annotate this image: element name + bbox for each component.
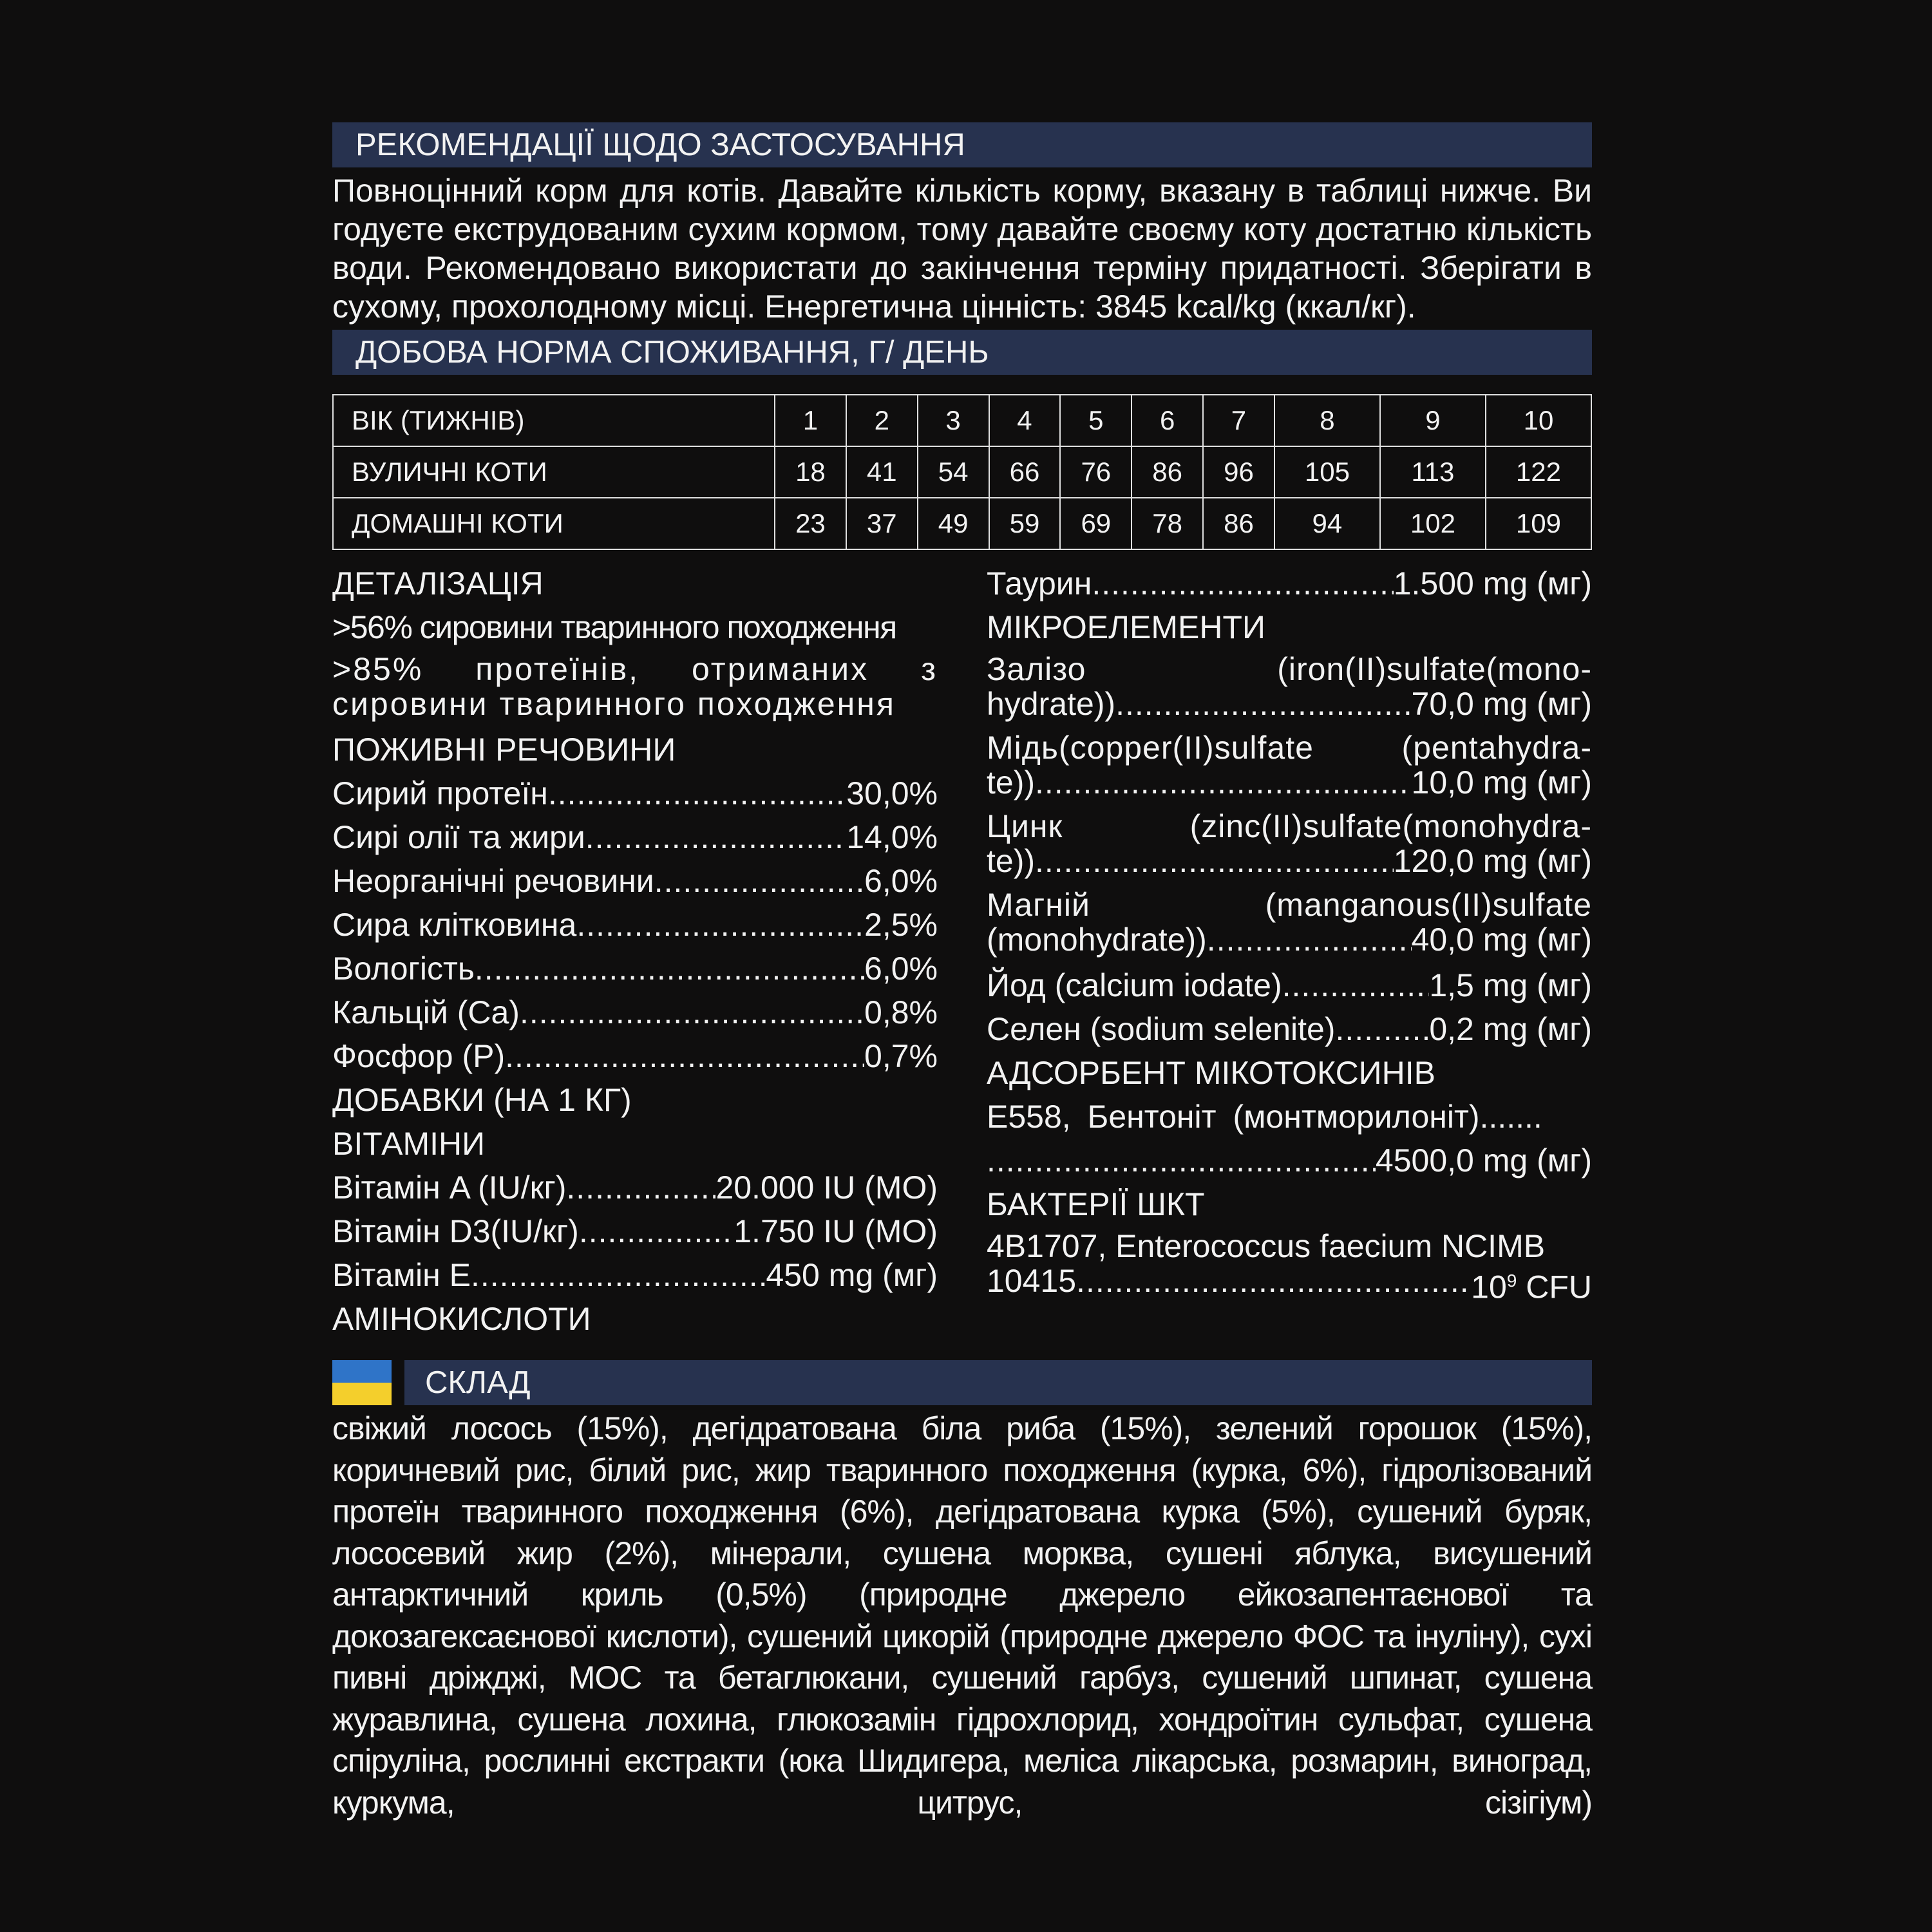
table-cell: 18 (775, 446, 846, 498)
table-cell: 1 (775, 395, 846, 446)
table-cell: 23 (775, 498, 846, 549)
table-cell: 2 (846, 395, 918, 446)
taurine-line: Таурин ..... 1.500 mg (мг) (987, 564, 1592, 608)
micro-value-line: te)) ..... 120,0 mg (мг) (987, 844, 1592, 887)
composition-text: свіжий лосось (15%), дегідратована біла риба (15%), зелений горошок (15%), коричневий рис, білий рис, жир тваринного походження (курка, 6%), гідролізований протеїн тваринного походження (6%), дегідратована курка (5%), сушений буряк, лососевий жир (2%), мінерали, сушена морква, сушені яблука, висушений антарктичний криль (0,5%) (природне джерело ейкозапентаєнової та докозагексаєнової кислоти), сушений цикорій (природне джерело ФОС та інуліну), сухі пивні дріжджі, МОС та бетаглюкани, сушений гарбуз, сушений шпинат, сушена журавлина, сушена лохина, глюкозамін гідрохлорид, хондроїтин сульфат, сушена спіруліна, рослинні екстракти (юка Шидигера, меліса лікарська, розмарин, виноград, куркума, цитрус, сізігіум) (332, 1410, 1592, 1821)
micro-first-line: Магній (manganous(II)sulfate (987, 887, 1592, 923)
table-cell: 109 (1486, 498, 1591, 549)
row-label: ВУЛИЧНІ КОТИ (333, 446, 775, 498)
table-row (333, 498, 1591, 549)
vitamins-title: ВІТАМІНИ (332, 1126, 486, 1162)
table-cell: 78 (1132, 498, 1203, 549)
table-cell: 113 (1380, 446, 1486, 498)
right-column (987, 564, 1592, 1343)
table-row (333, 446, 1591, 498)
table-cell: 96 (1203, 446, 1274, 498)
adsorbent-first-line: E558, Бентоніт (монтморилоніт)....... (987, 1099, 1542, 1135)
nutrient-line: Вологість ..... 6,0% (332, 949, 938, 993)
micro-value-line: hydrate)) ..... 70,0 mg (мг) (987, 687, 1592, 730)
composition-header: СКЛАД (404, 1360, 1592, 1405)
table-cell: 41 (846, 446, 918, 498)
vitamin-line: Вітамін A (IU/кг) ..... 20.000 IU (МО) (332, 1168, 938, 1212)
table-cell: 69 (1060, 498, 1132, 549)
table-cell: 3 (918, 395, 989, 446)
nutrient-line: Сирий протеїн ..... 30,0% (332, 774, 938, 818)
table-cell: 76 (1060, 446, 1132, 498)
table-cell: 4 (989, 395, 1061, 446)
additives-title: ДОБАВКИ (НА 1 КГ) (332, 1082, 632, 1118)
micro-first-line: Мідь(copper(II)sulfate (pentahydra- (987, 730, 1592, 766)
details-line-protein: >85% протеїнів, отриманих з сировини тваринного походження (332, 651, 938, 722)
table-cell: 86 (1132, 446, 1203, 498)
nutrient-line: Кальцій (Ca) ..... 0,8% (332, 993, 938, 1037)
micro-first-line: Залізо (iron(II)sulfate(mono- (987, 651, 1592, 687)
table-cell: 9 (1380, 395, 1486, 446)
table-cell: 5 (1060, 395, 1132, 446)
ukraine-flag-icon (332, 1360, 392, 1405)
vitamin-line: Вітамін Е ..... 450 mg (мг) (332, 1256, 938, 1300)
row-label: ДОМАШНІ КОТИ (333, 498, 775, 549)
micro-list (987, 652, 1592, 966)
table-cell: 8 (1274, 395, 1380, 446)
nutrient-line: Сира клітковина ..... 2,5% (332, 905, 938, 949)
table-cell: 10 (1486, 395, 1591, 446)
table-cell: 86 (1203, 498, 1274, 549)
table-cell: 105 (1274, 446, 1380, 498)
micro-title: МІКРОЕЛЕМЕНТИ (987, 609, 1265, 645)
micro-value-line: te)) ..... 10,0 mg (мг) (987, 765, 1592, 809)
label-content (332, 122, 1592, 1823)
row-label: ВІК (ТИЖНІВ) (333, 395, 775, 446)
table-cell: 102 (1380, 498, 1486, 549)
table-cell: 49 (918, 498, 989, 549)
table-cell: 122 (1486, 446, 1591, 498)
vitamin-line: Вітамін D3(IU/кг) ..... 1.750 IU (МО) (332, 1212, 938, 1256)
micro-first-line: Цинк (zinc(II)sulfate(monohydra- (987, 808, 1592, 844)
table-cell: 54 (918, 446, 989, 498)
details-columns (332, 564, 1592, 1343)
details-line-animal: >56% сировини тваринного походження (332, 609, 896, 645)
adsorbent-title: АДСОРБЕНТ МІКОТОКСИНІВ (987, 1055, 1435, 1091)
table-cell: 66 (989, 446, 1061, 498)
nutrient-line: Сирі олії та жири ..... 14,0% (332, 818, 938, 862)
adsorbent-value-line: ..... 4500,0 mg (мг) (987, 1141, 1592, 1185)
nutrients-title: ПОЖИВНІ РЕЧОВИНИ (332, 732, 676, 768)
table-cell: 7 (1203, 395, 1274, 446)
table-cell: 59 (989, 498, 1061, 549)
iodine-line: Йод (calcium iodate) ..... 1,5 mg (мг) (987, 966, 1592, 1010)
amino-title: АМІНОКИСЛОТИ (332, 1301, 591, 1337)
table-cell: 37 (846, 498, 918, 549)
nutrient-line: Неорганічні речовини ..... 6,0% (332, 862, 938, 905)
recommendations-header: РЕКОМЕНДАЦІЇ ЩОДО ЗАСТОСУВАННЯ (332, 122, 1592, 167)
daily-norm-table (332, 394, 1592, 550)
selenium-line: Селен (sodium selenite) ..... 0,2 mg (мг) (987, 1010, 1592, 1054)
table-cell: 6 (1132, 395, 1203, 446)
details-title: ДЕТАЛІЗАЦІЯ (332, 565, 544, 601)
bacteria-first-line: 4B1707, Enterococcus faecium NCIMB (987, 1228, 1546, 1264)
recommendations-text: Повноцінний корм для котів. Давайте кількість корму, вказану в таблиці нижче. Ви годуєте екструдованим сухим кормом, тому давайте своєму коту достатню кількість води. Рекомендовано використати до закінчення терміну придатності. Зберігати в сухому, прохолодному місці. Енергетична цінність: 3845 kcal/kg (ккал/кг). (332, 173, 1592, 325)
vitamins-list (332, 1168, 938, 1300)
nutrients-list (332, 774, 938, 1081)
daily-norm-header: ДОБОВА НОРМА СПОЖИВАННЯ, Г/ ДЕНЬ (332, 330, 1592, 375)
table-cell: 94 (1274, 498, 1380, 549)
left-column (332, 564, 938, 1343)
table-row (333, 395, 1591, 446)
composition-header-row (332, 1360, 1592, 1405)
bacteria-value-line: 10415 ..... $10^9$ CFU (987, 1264, 1592, 1301)
nutrient-line: Фосфор (P) ..... 0,7% (332, 1037, 938, 1081)
micro-value-line: (monohydrate)) ..... 40,0 mg (мг) (987, 922, 1592, 966)
bacteria-title: БАКТЕРІЇ ШКТ (987, 1186, 1205, 1222)
